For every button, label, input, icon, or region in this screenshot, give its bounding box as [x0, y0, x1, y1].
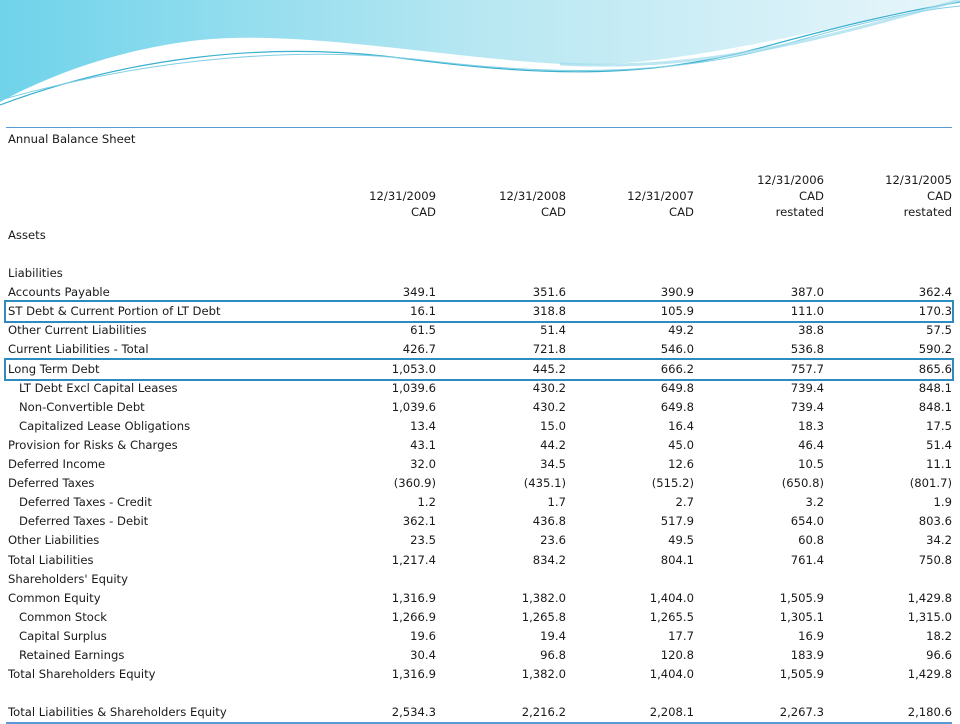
column-header-currency: CAD [799, 189, 824, 203]
column-header-note: restated [903, 205, 952, 219]
column-header [842, 172, 952, 220]
highlighted-row [6, 302, 952, 321]
table-row [6, 264, 952, 283]
cell-value: 30.4 [410, 647, 436, 662]
cell-value: 757.7 [790, 361, 824, 376]
cell-value: 15.0 [540, 418, 566, 433]
cell-value: 1.2 [417, 495, 436, 510]
cell-value: 318.8 [532, 304, 566, 319]
cell-value: 649.8 [660, 399, 694, 414]
cell-value: (801.7) [909, 476, 952, 491]
table-row [6, 646, 952, 665]
cell-value: 96.6 [926, 647, 952, 662]
cell-value: 1,039.6 [391, 380, 436, 395]
column-header-date: 12/31/2005 [885, 173, 952, 187]
cell-value: 1.7 [547, 495, 566, 510]
row-label: Shareholders' Equity [8, 571, 128, 586]
table-row [6, 589, 952, 608]
row-label: Capital Surplus [19, 628, 107, 643]
cell-value: 436.8 [532, 514, 566, 529]
table-row [6, 608, 952, 627]
cell-value: 11.1 [926, 457, 952, 472]
column-header-currency: CAD [541, 205, 566, 219]
cell-value: 536.8 [790, 342, 824, 357]
column-header-currency: CAD [927, 189, 952, 203]
cell-value: 2,534.3 [391, 705, 436, 720]
cell-value: 750.8 [918, 552, 952, 567]
cell-value: 43.1 [410, 437, 436, 452]
cell-value: 349.1 [402, 285, 436, 300]
table-row [6, 321, 952, 340]
cell-value: 803.6 [918, 514, 952, 529]
cell-value: (435.1) [523, 476, 566, 491]
row-label: Deferred Income [8, 457, 106, 472]
cell-value: 1,382.0 [521, 667, 566, 682]
cell-value: (360.9) [393, 476, 436, 491]
cell-value: 1,316.9 [391, 590, 436, 605]
table-row [6, 340, 952, 359]
row-label: Deferred Taxes - Debit [19, 514, 149, 529]
row-label: Accounts Payable [8, 285, 110, 300]
cell-value: 96.8 [540, 647, 566, 662]
cell-value: 804.1 [660, 552, 694, 567]
column-header [714, 172, 824, 220]
column-header-note: restated [775, 205, 824, 219]
cell-value: (650.8) [781, 476, 824, 491]
cell-value: 120.8 [660, 647, 694, 662]
cell-value: 517.9 [660, 514, 694, 529]
row-label: Provision for Risks & Charges [8, 437, 178, 452]
row-label: Deferred Taxes [8, 476, 95, 491]
cell-value: 590.2 [918, 342, 952, 357]
row-label: Total Liabilities [8, 552, 94, 567]
row-label: Capitalized Lease Obligations [19, 418, 191, 433]
cell-value: 17.5 [926, 418, 952, 433]
column-headers [6, 150, 952, 220]
cell-value: 46.4 [798, 437, 824, 452]
table-row [6, 627, 952, 646]
table-row [6, 531, 952, 550]
table-row [6, 379, 952, 398]
column-header [326, 188, 436, 220]
cell-value: 183.9 [790, 647, 824, 662]
cell-value: 390.9 [660, 285, 694, 300]
row-label: ST Debt & Current Portion of LT Debt [8, 304, 221, 319]
table-row [6, 665, 952, 684]
row-label: Deferred Taxes - Credit [19, 495, 152, 510]
cell-value: 44.2 [540, 437, 566, 452]
cell-value: 23.5 [410, 533, 436, 548]
cell-value: 1,039.6 [391, 399, 436, 414]
cell-value: 362.1 [402, 514, 436, 529]
cell-value: 1,265.5 [649, 609, 694, 624]
cell-value: 666.2 [660, 361, 694, 376]
cell-value: 721.8 [532, 342, 566, 357]
column-header [584, 188, 694, 220]
cell-value: 19.4 [540, 628, 566, 643]
slide-banner-waves [0, 0, 960, 115]
row-label: Other Liabilities [8, 533, 100, 548]
row-label: Common Stock [19, 609, 107, 624]
cell-value: 170.3 [918, 304, 952, 319]
sheet-title: Annual Balance Sheet [8, 132, 136, 146]
row-label: LT Debt Excl Capital Leases [19, 380, 178, 395]
cell-value: 10.5 [798, 457, 824, 472]
table-row [6, 474, 952, 493]
cell-value: 34.2 [926, 533, 952, 548]
row-label: Total Shareholders Equity [8, 667, 156, 682]
cell-value: 51.4 [540, 323, 566, 338]
highlighted-row [6, 360, 952, 379]
cell-value: 1,053.0 [391, 361, 436, 376]
cell-value: 3.2 [805, 495, 824, 510]
cell-value: 12.6 [668, 457, 694, 472]
column-header-currency: CAD [669, 205, 694, 219]
column-header-date: 12/31/2009 [369, 189, 436, 203]
cell-value: 546.0 [660, 342, 694, 357]
column-header [456, 188, 566, 220]
cell-value: 1,429.8 [907, 590, 952, 605]
cell-value: 445.2 [532, 361, 566, 376]
cell-value: 362.4 [918, 285, 952, 300]
table-row [6, 417, 952, 436]
column-header-currency: CAD [411, 205, 436, 219]
cell-value: 57.5 [926, 323, 952, 338]
cell-value: 654.0 [790, 514, 824, 529]
cell-value: 649.8 [660, 380, 694, 395]
table-row [6, 570, 952, 589]
cell-value: 739.4 [790, 380, 824, 395]
column-header-date: 12/31/2006 [757, 173, 824, 187]
cell-value: 2.7 [675, 495, 694, 510]
cell-value: 430.2 [532, 399, 566, 414]
table-row [6, 703, 952, 722]
cell-value: 18.2 [926, 628, 952, 643]
table-row [6, 493, 952, 512]
cell-value: 1,265.8 [521, 609, 566, 624]
cell-value: 1,217.4 [391, 552, 436, 567]
row-label: Liabilities [8, 266, 63, 281]
cell-value: 13.4 [410, 418, 436, 433]
cell-value: 1,316.9 [391, 667, 436, 682]
cell-value: 1,505.9 [779, 667, 824, 682]
row-label: Other Current Liabilities [8, 323, 147, 338]
table-row [6, 436, 952, 455]
cell-value: 61.5 [410, 323, 436, 338]
row-label: Long Term Debt [8, 361, 100, 376]
cell-value: 1,382.0 [521, 590, 566, 605]
cell-value: 1,315.0 [907, 609, 952, 624]
cell-value: 34.5 [540, 457, 566, 472]
cell-value: 16.9 [798, 628, 824, 643]
table-row [6, 551, 952, 570]
cell-value: (515.2) [651, 476, 694, 491]
cell-value: 739.4 [790, 399, 824, 414]
cell-value: 18.3 [798, 418, 824, 433]
cell-value: 387.0 [790, 285, 824, 300]
cell-value: 1,404.0 [649, 667, 694, 682]
cell-value: 1.9 [933, 495, 952, 510]
cell-value: 49.2 [668, 323, 694, 338]
cell-value: 865.6 [918, 361, 952, 376]
cell-value: 60.8 [798, 533, 824, 548]
table-row [6, 512, 952, 531]
cell-value: 38.8 [798, 323, 824, 338]
cell-value: 2,180.6 [907, 705, 952, 720]
cell-value: 105.9 [660, 304, 694, 319]
balance-sheet-table [6, 127, 952, 724]
row-label: Assets [8, 228, 46, 242]
cell-value: 1,266.9 [391, 609, 436, 624]
cell-value: 16.1 [410, 304, 436, 319]
row-label: Current Liabilities - Total [8, 342, 149, 357]
cell-value: 19.6 [410, 628, 436, 643]
row-label: Common Equity [8, 590, 101, 605]
cell-value: 32.0 [410, 457, 436, 472]
row-label: Retained Earnings [19, 647, 125, 662]
cell-value: 1,505.9 [779, 590, 824, 605]
cell-value: 1,429.8 [907, 667, 952, 682]
cell-value: 848.1 [918, 399, 952, 414]
cell-value: 23.6 [540, 533, 566, 548]
cell-value: 351.6 [532, 285, 566, 300]
table-row [6, 455, 952, 474]
cell-value: 16.4 [668, 418, 694, 433]
cell-value: 2,208.1 [649, 705, 694, 720]
row-label: Non-Convertible Debt [19, 399, 145, 414]
cell-value: 848.1 [918, 380, 952, 395]
cell-value: 1,305.1 [779, 609, 824, 624]
cell-value: 17.7 [668, 628, 694, 643]
cell-value: 430.2 [532, 380, 566, 395]
cell-value: 45.0 [668, 437, 694, 452]
cell-value: 1,404.0 [649, 590, 694, 605]
cell-value: 49.5 [668, 533, 694, 548]
column-header-date: 12/31/2007 [627, 189, 694, 203]
cell-value: 2,267.3 [779, 705, 824, 720]
cell-value: 834.2 [532, 552, 566, 567]
column-header-date: 12/31/2008 [499, 189, 566, 203]
cell-value: 2,216.2 [521, 705, 566, 720]
cell-value: 111.0 [790, 304, 824, 319]
row-label: Total Liabilities & Shareholders Equity [8, 705, 227, 720]
table-row [6, 226, 952, 245]
cell-value: 51.4 [926, 437, 952, 452]
table-row [6, 398, 952, 417]
cell-value: 426.7 [402, 342, 436, 357]
cell-value: 761.4 [790, 552, 824, 567]
table-row [6, 283, 952, 302]
